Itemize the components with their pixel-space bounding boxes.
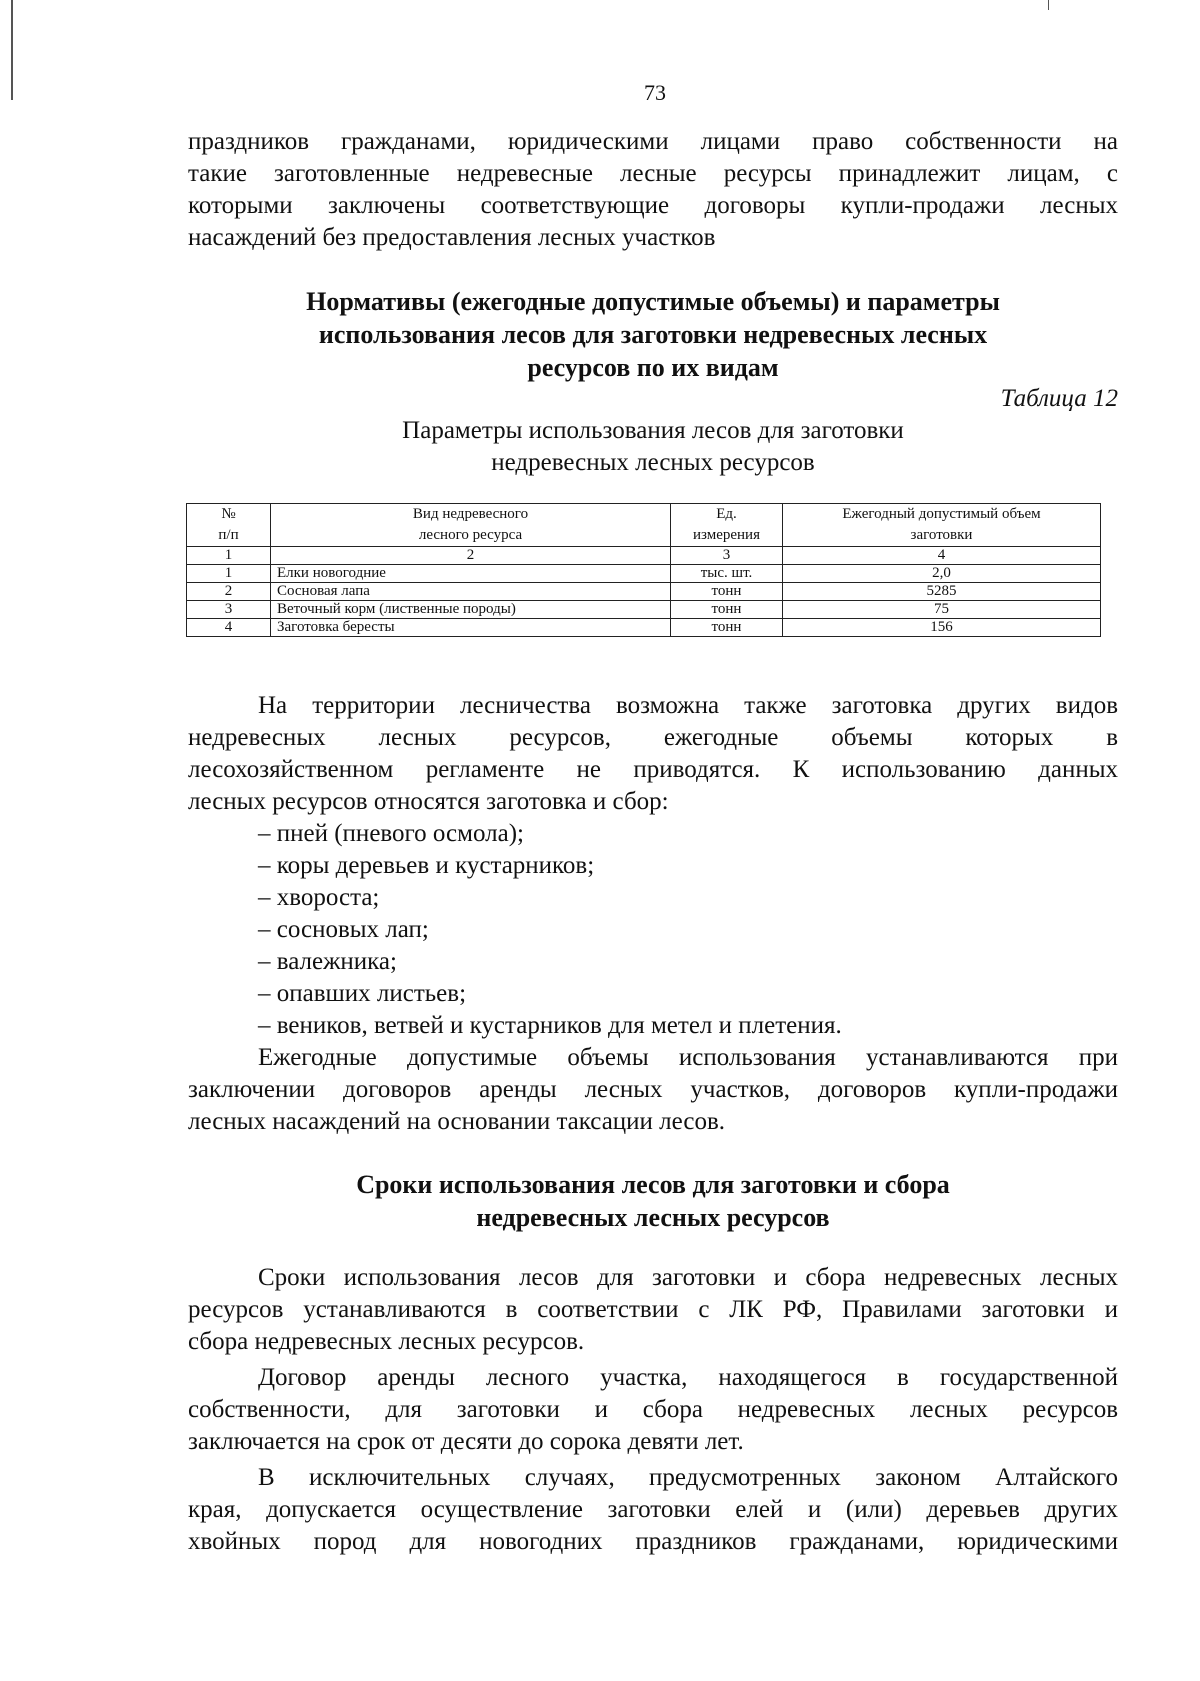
resource-name: Елки новогодние — [271, 565, 671, 583]
column-number: 4 — [783, 547, 1101, 565]
list-item: – валежника; — [258, 948, 397, 975]
resource-name: Сосновая лапа — [271, 583, 671, 601]
column-number: 3 — [671, 547, 783, 565]
heading-line: Нормативы (ежегодные допустимые объемы) и параметры — [306, 287, 1000, 316]
list-item: – сосновых лап; — [258, 916, 429, 943]
scan-edge-tick — [1048, 0, 1049, 10]
table-row — [187, 565, 1101, 583]
row-number: 1 — [187, 565, 271, 583]
heading-line: Сроки использования лесов для заготовки и сбора — [356, 1170, 950, 1199]
paragraph-line: ресурсов устанавливаются в соответствии с ЛК РФ, Правилами заготовки и — [188, 1296, 1118, 1323]
unit: тонн — [671, 619, 783, 637]
annual-volume: 2,0 — [783, 565, 1101, 583]
intro-paragraph — [188, 126, 1118, 254]
heading-line: использования лесов для заготовки недревесных лесных — [318, 320, 988, 349]
list-item: – коры деревьев и кустарников; — [258, 852, 595, 879]
intro-line: такие заготовленные недревесные лесные ресурсы принадлежит лицам, с — [188, 160, 1118, 187]
paragraph-line: Ежегодные допустимые объемы использования устанавливаются при — [258, 1044, 1118, 1071]
list-item: – пней (пневого осмола); — [258, 820, 524, 847]
paragraph-line: Сроки использования лесов для заготовки и сбора недревесных лесных — [258, 1264, 1118, 1291]
list-item: – веников, ветвей и кустарников для метел и плетения. — [258, 1012, 842, 1039]
header-annual-volume: Ежегодный допустимый объем заготовки — [783, 504, 1101, 547]
paragraph-line: собственности, для заготовки и сбора недревесных лесных ресурсов — [188, 1396, 1118, 1423]
paragraph-line: заключается на срок от десяти до сорока девяти лет. — [188, 1428, 744, 1455]
resource-name: Веточный корм (лиственные породы) — [271, 601, 671, 619]
paragraph-line: лесных ресурсов относятся заготовка и сбор: — [188, 788, 669, 815]
table-row — [187, 601, 1101, 619]
paragraph-line: В исключительных случаях, предусмотренных законом Алтайского — [258, 1464, 1118, 1491]
header-resource-type: Вид недревесного лесного ресурса — [271, 504, 671, 547]
list-item: – хвороста; — [258, 884, 380, 911]
resource-parameters-table — [186, 503, 1101, 637]
row-number: 3 — [187, 601, 271, 619]
column-number: 2 — [271, 547, 671, 565]
column-number: 1 — [187, 547, 271, 565]
paragraph-line: лесохозяйственном регламенте не приводятся. К использованию данных — [188, 756, 1118, 783]
paragraph-line: недревесных лесных ресурсов, ежегодные объемы которых в — [188, 724, 1118, 751]
caption-line: недревесных лесных ресурсов — [491, 449, 815, 476]
page-number: 73 — [644, 80, 666, 105]
paragraph-line: На территории лесничества возможна также заготовка других видов — [258, 692, 1118, 719]
table-label: Таблица 12 — [1000, 385, 1118, 412]
caption-line: Параметры использования лесов для заготовки — [402, 417, 904, 444]
paragraph-line: края, допускается осуществление заготовки елей и (или) деревьев других — [188, 1496, 1118, 1523]
table-header-row — [187, 504, 1101, 547]
annual-volume: 5285 — [783, 583, 1101, 601]
header-number: № п/п — [187, 504, 271, 547]
paragraph-line: сбора недревесных лесных ресурсов. — [188, 1328, 585, 1355]
unit: тыс. шт. — [671, 565, 783, 583]
header-unit: Ед. измерения — [671, 504, 783, 547]
paragraph-line: заключении договоров аренды лесных участков, договоров купли-продажи — [188, 1076, 1118, 1103]
resource-list — [188, 818, 1118, 1042]
annual-volume: 75 — [783, 601, 1101, 619]
table-row — [187, 619, 1101, 637]
list-item: – опавших листьев; — [258, 980, 467, 1007]
annual-volume: 156 — [783, 619, 1101, 637]
unit: тонн — [671, 583, 783, 601]
row-number: 2 — [187, 583, 271, 601]
terms-block — [188, 1262, 1118, 1558]
table-caption — [188, 415, 1118, 479]
intro-line: праздников гражданами, юридическими лицами право собственности на — [188, 128, 1118, 155]
other-resources-block — [188, 690, 1118, 1138]
heading-line: недревесных лесных ресурсов — [476, 1203, 830, 1232]
resource-name: Заготовка бересты — [271, 619, 671, 637]
table-row — [187, 583, 1101, 601]
paragraph-line: хвойных пород для новогодних праздников гражданами, юридическими — [188, 1528, 1118, 1555]
row-number: 4 — [187, 619, 271, 637]
section-heading-norms — [188, 285, 1118, 384]
intro-line: которыми заключены соответствующие договоры купли-продажи лесных — [188, 192, 1118, 219]
intro-line: насаждений без предоставления лесных участков — [188, 224, 716, 251]
heading-line: ресурсов по их видам — [527, 353, 779, 382]
paragraph-line: лесных насаждений на основании таксации лесов. — [188, 1108, 726, 1135]
paragraph-line: Договор аренды лесного участка, находящегося в государственной — [258, 1364, 1118, 1391]
section-heading-terms — [188, 1168, 1118, 1234]
unit: тонн — [671, 601, 783, 619]
table-column-numbers-row — [187, 547, 1101, 565]
